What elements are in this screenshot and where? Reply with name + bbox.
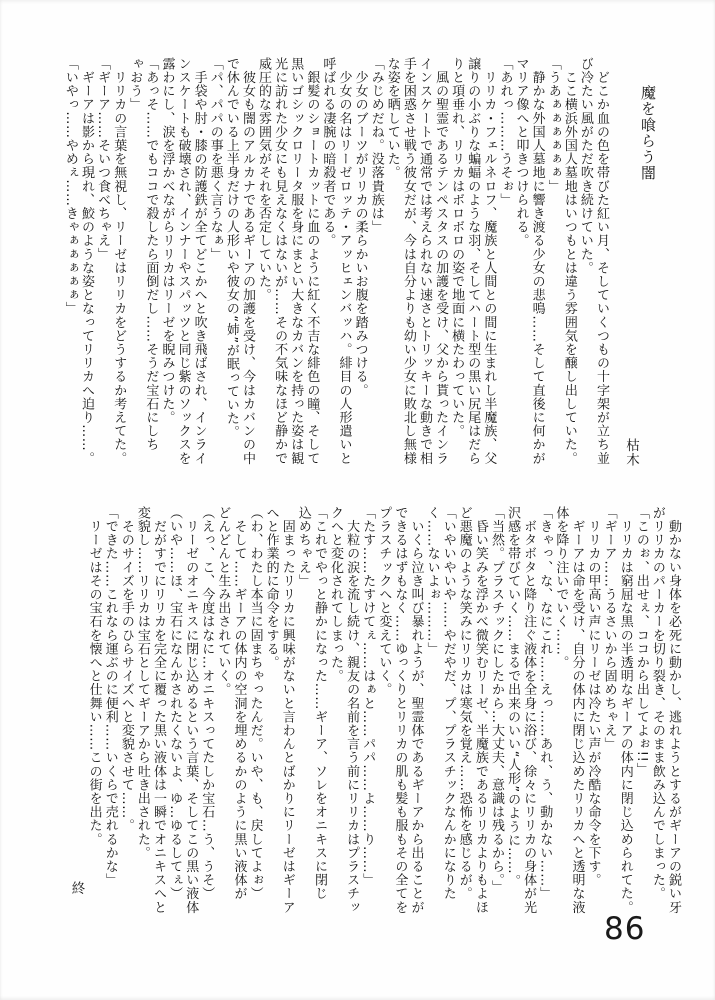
text-line: 手袋や肘・膝の防護鉄が全てどこかへと吹き飛ばされ、インライ — [191, 57, 207, 465]
text-line: で休んでいる上半身だけの人形いや彼女の“姉”が眠っていた。 — [223, 57, 239, 439]
text-line: 「いやっ……やめぇ……きゃぁぁぁぁぁ」 — [62, 57, 78, 316]
page-number: 86 — [604, 911, 646, 947]
text-line: ゃおう」 — [127, 57, 143, 112]
text-line: 黒いゴシックロリータ服を身にまとい大きなカバンを持った姿は観 — [288, 57, 304, 465]
text-line: リリカは窮屈な黒の半透明なギーアの体内に閉じ込められてた。 — [617, 506, 633, 914]
text-line: どんどんと生み出されていく。 — [215, 506, 231, 697]
text-line: 沢感を帯びていく……まるで出来のいい“人形”のように……。 — [505, 506, 521, 888]
text-line: どこか血の色を帯びた紅い月、そしていくつもの十字架が立ち並 — [594, 57, 609, 465]
column-spacer — [609, 57, 622, 483]
story-bottom-block — [68, 506, 681, 928]
text-line: できるはずもなく……ゆっくりとリリカの肌も髪も服もその全てを — [392, 506, 408, 914]
text-line: 露わにし、涙を浮かべながらリリカはリーゼを睨みつけた。 — [159, 57, 175, 425]
text-line: 「うあぁぁぁぁぁぁ」 — [545, 57, 561, 193]
text-line: リーゼはその宝石を懐へと仕舞い……この街を出た。 — [86, 506, 102, 846]
text-line: 体を降り注いでいく……。 — [553, 506, 569, 670]
text-line: 「パ、パパの事を悪く言うなぁ」 — [207, 57, 223, 261]
text-line: そのサイズを手のひらサイズへと変貌させて……。 — [118, 506, 134, 833]
text-line: インスケートで通常では考えられない速さとトリッキーな動きで相 — [416, 57, 432, 465]
text-line: （いや……ほ、宝石になんかされたくないよ、ゆ…ゆるしてぇ） — [167, 506, 183, 901]
text-line: リリカの甲高い声にリーゼは冷たい声が冷酷な命令を下す。 — [585, 506, 601, 887]
text-line: 手を困惑させ戦う彼女だが、今は自分よりも幼い少女に敗北し無様 — [400, 57, 416, 465]
end-mark: 終 — [68, 880, 85, 894]
text-line: （わ、わたし本当に固まちゃったんだ。いや、も、戻してよぉ） — [247, 506, 263, 901]
text-line: 「たす……たすけてぇ……はぁと……パパ……よ……り……」 — [360, 506, 376, 887]
text-line: ギーアは命を受け、自分の体内に閉じ込めたリリカへと透明な液 — [569, 506, 585, 914]
text-line: がリリカのパーカーを切り裂き、そのまま飲み込んでしまった。 — [649, 506, 665, 901]
text-line: ど悪魔のような笑みにリリカは寒気を覚え……恐怖を感じるが。 — [456, 506, 472, 901]
text-line: 「いやいやいや……やだやだ、プ、プラスチックなんかになりた — [440, 506, 456, 901]
text-line: 呼ばれる凄腕の暗殺者である。 — [320, 57, 336, 248]
text-line: ここ横浜外国人墓地はいつもとは違う雰囲気を醸し出していた。 — [561, 57, 577, 465]
text-line: び冷たい風がただ吹き続けていた。 — [577, 57, 593, 275]
text-line: 「あっそ……でもココで殺したら面倒だし……そうだ宝石にしち — [143, 57, 159, 452]
text-line: 「あれっ………うそぉ」 — [497, 57, 513, 207]
text-line: く……ないよぉ………」 — [424, 506, 440, 656]
text-line: 「みじめだね。没落貴族は」 — [368, 57, 384, 234]
text-line: 「当然。プラスチックにしたから…大丈夫、意識は残るから。」 — [488, 506, 504, 894]
text-line: リーゼのオニキスに閉じ込めるという言葉、そしてこの黒い液体 — [183, 506, 199, 914]
text-line: （えっ、こ、今度はなに…オニキスってたしか宝石…う、うそ） — [199, 506, 215, 901]
text-line: 光に訪れた少女にも見えなくはないが……その不気味なほど静かで — [272, 57, 288, 465]
story-author: 枯木 — [623, 438, 639, 467]
text-line: 銀髪のショートカットに血のように紅く不吉な緋色の瞳、そして — [304, 57, 320, 465]
story-title: 魔を喰らう闇 — [639, 85, 657, 181]
text-line: リリカ・フェルネロフ、魔族と人間との間に生まれし半魔族、父 — [481, 57, 497, 465]
text-line: 動かない身体を必死に動かし、逃れようとするがギーアの鋭い牙 — [666, 506, 681, 914]
text-line: へと作業的に命令をする。 — [263, 506, 279, 670]
text-line: 譲りの小ぶりな蝙蝠のような羽、そしてハート型の黒い尻尾はだら — [465, 57, 481, 465]
text-line: プラスチックへと変えていく。 — [376, 506, 392, 697]
text-line: ギーアは影から現れ、鮫のような姿となってリリカへ迫り……。 — [79, 57, 94, 465]
text-line: 「ギーア……うるさいから固めちゃえ」 — [601, 506, 617, 751]
text-line: 静かな外国人墓地に響き渡る少女の悲鳴……そして直後に何かが — [529, 57, 545, 465]
text-line: 昏い笑みを浮かべ微笑むリーゼ、半魔族であるリリカよりもよほ — [472, 506, 488, 914]
text-line: いくら泣き叫び暴れようが、聖霊体であるギーアから出ることが — [408, 506, 424, 914]
text-line: 「きゃっ、な、なにこれ……えっ……あれ、う、動かない……」 — [537, 506, 553, 901]
text-line: マリア像へと叩きつけられる。 — [513, 57, 529, 248]
text-line: 「これでやっと静かになった……ギーア、ソレをオニキスに閉じ — [311, 506, 327, 901]
text-line: だがすでにリリカを完全に覆った黒い液体は一瞬でオニキスへと — [151, 506, 166, 914]
story-top-block — [62, 57, 657, 483]
text-line: そして……ギーアの体内の空洞を埋めるかのように黒い液体が — [231, 506, 247, 901]
text-line: 少女の名はリーゼロッテ・アッヒェンバッハ。緋目の人形遣いと — [336, 57, 352, 465]
text-line: 少女のブーツがリリカの柔らかいお腹を踏みつける。 — [352, 57, 368, 397]
text-line: 「できた……これなら運ぶのに便利……いくらで売れるかな」 — [102, 506, 118, 887]
text-line: 彼女も闇のアルカナであるギーアの加護を受け、今はカバンの中 — [239, 57, 255, 465]
text-line: な姿を晒していた。 — [384, 57, 400, 180]
text-line: 風の聖霊であるテンペスタスの加護を受け、父から貰ったインラ — [433, 57, 449, 465]
text-line: リリカの言葉を無視し、リーゼはリリカをどうするか考えてた。 — [111, 57, 127, 465]
text-line: りと項垂れ、リリカはボロボロの姿で地面に横たわっていた。 — [449, 57, 465, 438]
text-line: 「ギーア……そいつ食べちゃえ」 — [95, 57, 111, 261]
text-line: ンスケートも破壊され、インナーやスパッツと同じ紫のソックスを — [175, 57, 191, 465]
text-line: 変貌し……リリカは宝石としてギーアから吐き出された。 — [134, 506, 150, 860]
text-line: クへと変化されてしまった。 — [328, 506, 344, 683]
text-line: ボタボタと降り注ぐ液体を全身に浴び、徐々にリリカの身体が光 — [521, 506, 537, 914]
text-line: 込めちゃえ」 — [295, 506, 311, 588]
text-line: 大粒の涙を流し続け、親友の名前を言う前にリリカはプラスチッ — [344, 506, 360, 914]
text-line: 威圧的な雰囲気がそれを否定していた。 — [256, 57, 272, 302]
text-line: 「このぉ、出せぇ、ココから出してよぉ!!」 — [633, 506, 649, 777]
text-line: 固まったリリカに興味がないと言わんとばかりにリーゼはギーア — [279, 506, 295, 914]
